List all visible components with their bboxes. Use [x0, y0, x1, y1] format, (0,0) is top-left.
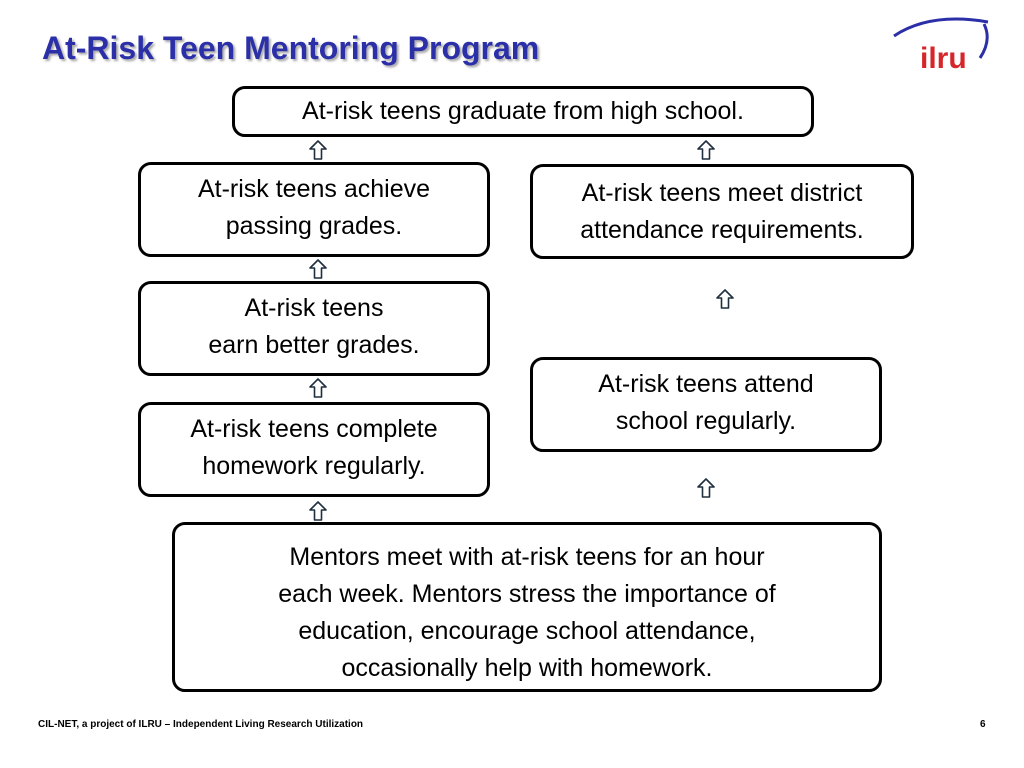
box-mentors-line-1: Mentors meet with at-risk teens for an hour: [289, 543, 765, 571]
box-graduate: [232, 86, 814, 137]
box-attendance-requirements-line-1: At-risk teens meet district: [581, 179, 863, 207]
box-better-grades-line-1: At-risk teens: [244, 294, 384, 322]
box-homework-line-2: homework regularly.: [202, 452, 426, 480]
up-arrow-icon: [309, 378, 327, 398]
box-attend-regularly: [530, 357, 882, 452]
box-mentors: [172, 522, 882, 692]
up-arrow-icon: [309, 140, 327, 160]
box-homework: [138, 402, 490, 497]
ilru-logo: [880, 14, 992, 80]
box-mentors-line-3: education, encourage school attendance,: [298, 617, 756, 645]
box-passing-grades-line-1: At-risk teens achieve: [197, 175, 431, 203]
box-mentors-line-2: each week. Mentors stress the importance of: [278, 580, 776, 608]
page-number: 6: [980, 719, 986, 730]
box-homework-line-1: At-risk teens complete: [190, 415, 438, 443]
box-attendance-requirements: [530, 164, 914, 259]
box-graduate-line: At-risk teens graduate from high school.: [302, 97, 744, 125]
footer-text: CIL-NET, a project of ILRU – Independent Living Research Utilization: [38, 719, 364, 730]
box-attend-regularly-line-2: school regularly.: [615, 407, 797, 435]
logo-wordmark: ilru: [920, 42, 967, 75]
up-arrow-icon: [697, 140, 715, 160]
box-mentors-line-4: occasionally help with homework.: [341, 654, 713, 682]
box-passing-grades: [138, 162, 490, 257]
up-arrow-icon: [697, 478, 715, 498]
box-better-grades-line-2: earn better grades.: [208, 331, 420, 359]
box-passing-grades-line-2: passing grades.: [225, 212, 403, 240]
box-better-grades: [138, 281, 490, 376]
up-arrow-icon: [716, 289, 734, 309]
box-attendance-requirements-line-2: attendance requirements.: [580, 216, 864, 244]
slide-title: At-Risk Teen Mentoring Program: [42, 30, 540, 66]
up-arrow-icon: [309, 501, 327, 521]
box-attend-regularly-line-1: At-risk teens attend: [598, 370, 814, 398]
up-arrow-icon: [309, 259, 327, 279]
